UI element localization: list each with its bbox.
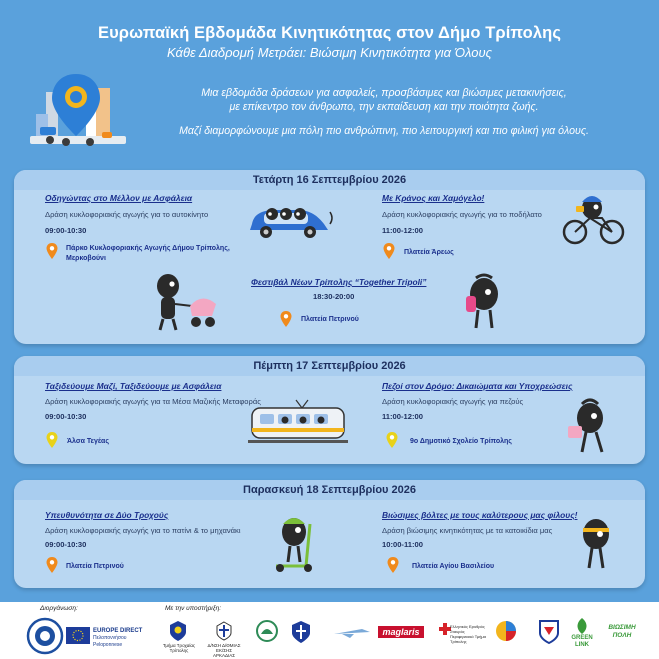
event-location — [66, 244, 230, 264]
event-title[interactable]: Υπευθυνότητα σε Δύο Τροχούς — [45, 510, 169, 520]
event-time: 11:00-12:00 — [382, 226, 423, 235]
europe-direct-logo — [93, 628, 142, 649]
day-date: Παρασκευή 18 Σεπτεμβρίου 2026 — [14, 480, 645, 500]
scooter-rider-illustration — [270, 510, 318, 576]
police-caption — [160, 643, 198, 653]
event-description: Δράση κυκλοφοριακής αγωγής για το πατίνι & το μηχανάκι — [45, 526, 241, 535]
day-date: Πέμπτη 17 Σεπτεμβρίου 2026 — [14, 356, 645, 376]
event-description: Δράση βιώσιμης κινητικότητας με τα κατοικίδια μας — [382, 526, 553, 535]
event-location: Άλσα Τεγέας — [67, 438, 109, 445]
event-time: 11:00-12:00 — [382, 412, 423, 421]
location-pin-icon — [45, 242, 59, 260]
event-description: Δράση κυκλοφοριακής αγωγής για το αυτοκίνητο — [45, 210, 209, 219]
event-location-line1: Πάρκο Κυκλοφοριακής Αγωγής Δήμου Τρίπολης, — [66, 245, 230, 252]
viosimi-line2: ΠΟΛΗ — [612, 632, 632, 639]
arcadia-caption-line2: ΕΚ/ΣΗΣ ΑΡΚΑΔΙΑΣ — [212, 648, 236, 658]
europe-direct-region-gr: Πελοποννήσου — [93, 635, 127, 641]
eu-flag-icon — [66, 627, 90, 644]
organizer-label: Διοργάνωση: — [40, 605, 78, 612]
location-pin-icon — [386, 556, 400, 574]
event-description: Δράση κυκλοφοριακής αγωγής για τα Μέσα Μαζικής Μεταφοράς — [45, 397, 261, 406]
location-pin-icon — [382, 242, 396, 260]
event-location: Πλατεία Άρεως — [404, 249, 454, 256]
day-card-thursday — [14, 356, 645, 464]
greenlink-line1: GREEN — [571, 635, 593, 641]
day-card-friday — [14, 480, 645, 588]
character-with-backpack-illustration — [460, 272, 506, 332]
police-caption-line1: Τμήμα Τροχαίας — [162, 643, 196, 648]
event-location: 9ο Δημοτικό Σχολείο Τρίπολης — [410, 438, 512, 445]
event-location: Πλατεία Πετρινού — [301, 316, 359, 323]
event-title[interactable]: Με Κράνος και Χαμόγελο! — [382, 193, 485, 203]
redcross-caption-line2: Περιφερειακό Τμήμα Τρίπολης — [450, 634, 486, 644]
support-label: Με την υποστήριξη: — [165, 605, 222, 612]
location-pin-icon — [385, 431, 399, 449]
tram-with-passengers-illustration — [246, 394, 350, 448]
intro-line-2: με επίκεντρο τον άνθρωπο, την εκπαίδευση και την ποιότητα ζωής. — [229, 101, 539, 113]
location-pin-icon — [279, 310, 293, 328]
day-date: Τετάρτη 16 Σεπτεμβρίου 2026 — [14, 170, 645, 190]
maglaris-logo — [378, 626, 424, 638]
police-badge-logo — [168, 620, 188, 642]
greek-coat-of-arms-logo — [214, 620, 234, 642]
event-title[interactable]: Ταξιδεύουμε Μαζί, Ταξιδεύουμε με Ασφάλεια — [45, 381, 222, 391]
event-title[interactable]: Πεζοί στον Δρόμο: Δικαιώματα και Υποχρεώσεις — [382, 381, 573, 391]
car-with-characters-illustration — [246, 194, 336, 242]
airplane-logo — [332, 626, 372, 640]
location-pin-icon — [45, 556, 59, 574]
redcross-caption-line1: Ελληνικός Ερυθρός Σταυρός — [450, 624, 485, 634]
europe-direct-region-en: Peloponnese — [93, 642, 123, 648]
event-time: 09:00-10:30 — [45, 226, 87, 235]
event-time: 18:30-20:00 — [313, 292, 355, 301]
shield-logo — [290, 620, 312, 644]
police-caption-line2: Τρίπολης — [169, 648, 189, 653]
event-time: 10:00-11:00 — [382, 540, 423, 549]
green-link-leaf-icon — [574, 617, 590, 635]
cyclist-character-illustration — [562, 188, 626, 248]
event-title[interactable]: Οδηγώντας στο Μέλλον με Ασφάλεια — [45, 193, 193, 203]
intro-line-1: Μια εβδομάδα δράσεων για ασφαλείς, προσβάσιμες και βιώσιμες μετακινήσεις, — [201, 87, 567, 99]
viosimi-poli-logo — [602, 624, 642, 640]
greenlink-line2: LINK — [575, 642, 589, 648]
pet-walker-character-illustration — [574, 512, 618, 574]
colorful-head-logo — [494, 619, 518, 643]
parent-with-stroller-illustration — [150, 270, 220, 332]
event-description: Δράση κυκλοφοριακής αγωγής για πεζούς — [382, 397, 524, 406]
arcadia-education-caption — [205, 643, 243, 658]
day-card-wednesday — [14, 170, 645, 344]
municipality-tripoli-logo — [26, 617, 64, 655]
club-crest-logo — [538, 619, 560, 645]
arcadia-caption-line1: Δ/ΝΣΗ Δ/ΘΜΙΑΣ — [207, 643, 241, 648]
europe-direct-title: EUROPE DIRECT — [93, 628, 143, 634]
red-cross-caption — [450, 624, 486, 644]
pedestrian-character-illustration — [564, 398, 616, 458]
maglaris-label: maglaris — [382, 627, 420, 637]
event-title[interactable]: Φεστιβάλ Νέων Τρίπολης “Together Tripoli” — [251, 277, 427, 287]
page-title: Ευρωπαϊκή Εβδομάδα Κινητικότητας στον Δήμο Τρίπολης — [98, 24, 561, 42]
event-location-line2: Μερκοβούνι — [66, 255, 106, 262]
event-location: Πλατεία Πετρινού — [66, 563, 124, 570]
page-subtitle: Κάθε Διαδρομή Μετράει: Βιώσιμη Κινητικότητα για Όλους — [167, 45, 492, 60]
event-time: 09:00-10:30 — [45, 412, 87, 421]
event-time: 09:00-10:30 — [45, 540, 87, 549]
location-pin-icon — [45, 431, 59, 449]
green-circle-logo — [256, 620, 278, 642]
event-title[interactable]: Βιώσιμες βόλτες με τους καλύτερους μας φίλους! — [382, 510, 578, 520]
city-location-pin-illustration — [30, 70, 126, 152]
event-location: Πλατεία Αγίου Βασιλείου — [412, 563, 495, 570]
intro-line-3: Μαζί διαμορφώνουμε μια πόλη πιο ανθρώπινη, πιο λειτουργική και πιο φιλική για όλους. — [179, 125, 589, 137]
viosimi-line1: ΒΙΩΣΙΜΗ — [608, 624, 636, 631]
green-link-logo — [569, 635, 595, 649]
event-description: Δράση κυκλοφοριακής αγωγής για το ποδήλατο — [382, 210, 542, 219]
